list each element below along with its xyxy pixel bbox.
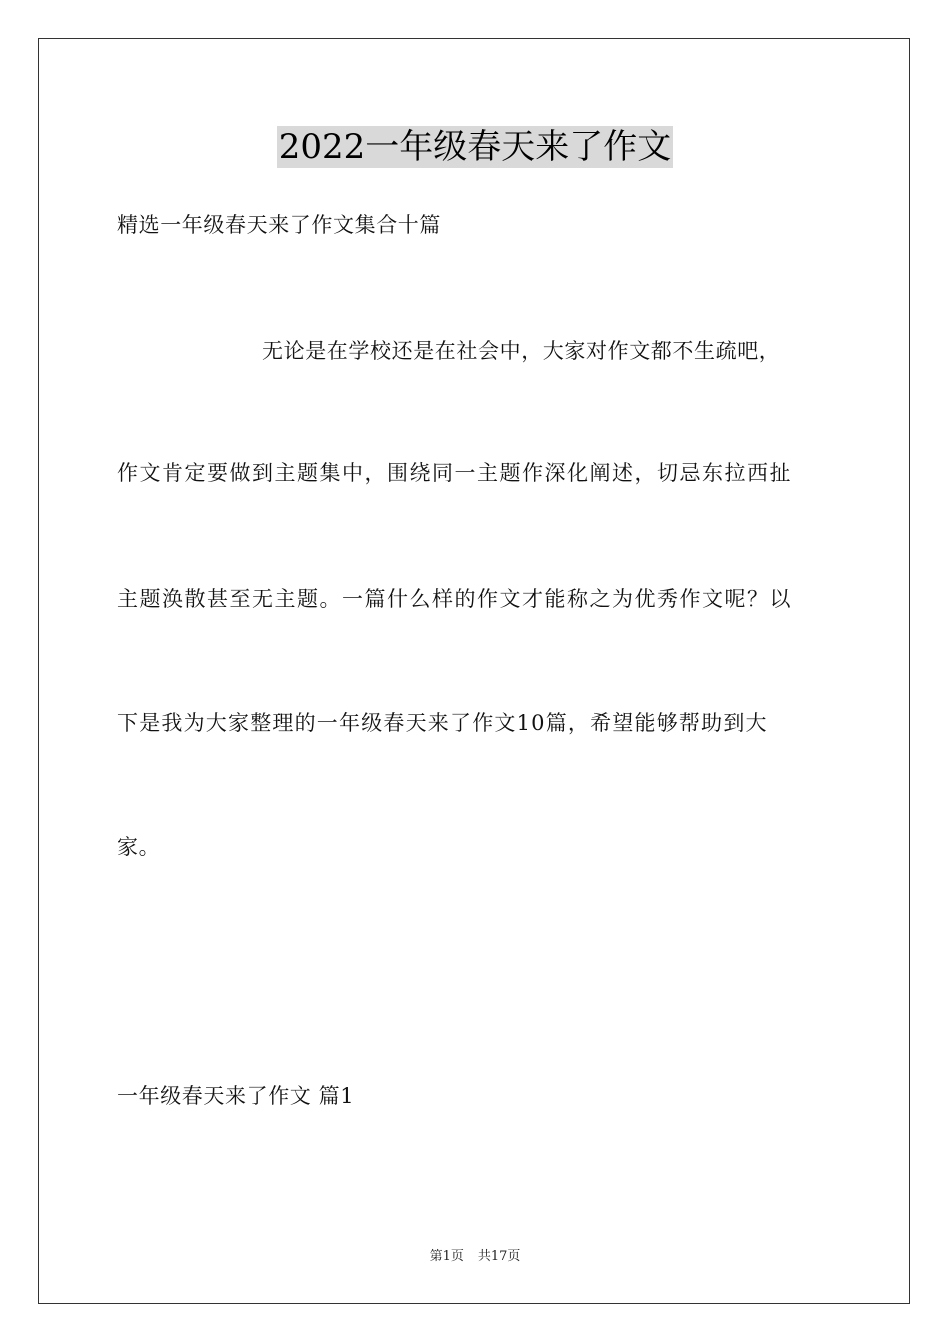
title-container	[0, 126, 950, 168]
document-title: 2022一年级春天来了作文	[278, 127, 672, 167]
page-number-total: 共17页	[477, 1249, 521, 1264]
paragraph-line: 下是我为大家整理的一年级春天来了作文10篇，希望能够帮助到大	[117, 711, 768, 735]
section-heading: 一年级春天来了作文 篇1	[117, 1084, 355, 1108]
paragraph-line: 家。	[117, 835, 161, 859]
page-number-current: 第1页	[429, 1249, 464, 1264]
document-subtitle: 精选一年级春天来了作文集合十篇	[117, 213, 441, 237]
page-footer	[0, 1248, 950, 1266]
paragraph-line: 无论是在学校还是在社会中，大家对作文都不生疏吧，	[262, 339, 781, 363]
paragraph-line: 主题涣散甚至无主题。一篇什么样的作文才能称之为优秀作文呢？以	[117, 587, 792, 611]
paragraph-line: 作文肯定要做到主题集中，围绕同一主题作深化阐述，切忌东拉西扯	[117, 461, 792, 485]
